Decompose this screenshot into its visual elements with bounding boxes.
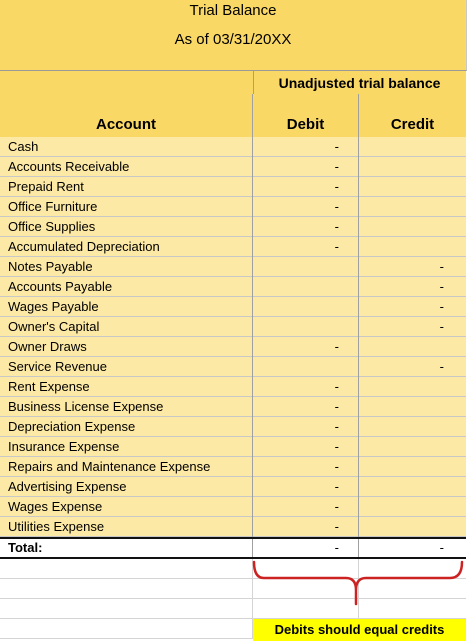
credit-cell[interactable]: [359, 157, 466, 177]
table-row: [0, 217, 466, 237]
table-row: [0, 177, 466, 197]
credit-cell[interactable]: [359, 377, 466, 397]
credit-cell[interactable]: -: [439, 359, 444, 374]
account-cell[interactable]: Accounts Receivable: [0, 157, 253, 177]
table-row: [0, 397, 466, 417]
page-subtitle: As of 03/31/20XX: [174, 31, 292, 48]
total-row: [0, 537, 466, 559]
account-cell[interactable]: Insurance Expense: [0, 437, 253, 457]
account-cell[interactable]: Rent Expense: [0, 377, 253, 397]
credit-cell[interactable]: [359, 417, 466, 437]
credit-cell[interactable]: -: [439, 279, 444, 294]
debit-cell[interactable]: -: [253, 197, 359, 217]
credit-cell[interactable]: [359, 437, 466, 457]
debit-cell[interactable]: -: [253, 377, 359, 397]
credit-cell[interactable]: [359, 137, 466, 157]
table-row: [0, 357, 466, 377]
account-cell[interactable]: Accumulated Depreciation: [0, 237, 253, 257]
table-row: [0, 437, 466, 457]
credit-cell[interactable]: [359, 477, 466, 497]
credit-cell[interactable]: [359, 177, 466, 197]
debit-cell[interactable]: -: [253, 417, 359, 437]
credit-cell[interactable]: -: [439, 299, 444, 314]
credit-cell[interactable]: [359, 237, 466, 257]
title-block: [0, 0, 467, 71]
debit-cell[interactable]: [253, 257, 359, 277]
table-row: [0, 517, 466, 537]
table-row: [0, 497, 466, 517]
table-row: [0, 197, 466, 217]
debit-cell[interactable]: -: [253, 137, 359, 157]
account-cell[interactable]: Wages Payable: [0, 297, 253, 317]
total-label[interactable]: Total:: [0, 539, 253, 557]
total-credit[interactable]: -: [439, 540, 444, 555]
credit-cell[interactable]: [359, 197, 466, 217]
debit-cell[interactable]: -: [253, 457, 359, 477]
debit-cell[interactable]: [253, 277, 359, 297]
account-cell[interactable]: Service Revenue: [0, 357, 253, 377]
section-header-row: [0, 71, 466, 95]
account-cell[interactable]: Repairs and Maintenance Expense: [0, 457, 253, 477]
credit-cell[interactable]: [359, 457, 466, 477]
credit-cell[interactable]: -: [439, 259, 444, 274]
account-cell[interactable]: Advertising Expense: [0, 477, 253, 497]
debit-cell[interactable]: -: [253, 217, 359, 237]
debit-cell[interactable]: -: [253, 397, 359, 417]
debit-cell[interactable]: -: [253, 497, 359, 517]
account-cell[interactable]: Owner's Capital: [0, 317, 253, 337]
debit-cell[interactable]: -: [253, 517, 359, 537]
account-cell[interactable]: Office Supplies: [0, 217, 253, 237]
table-row: [0, 257, 466, 277]
column-header-debit[interactable]: Debit: [253, 94, 359, 137]
account-cell[interactable]: Accounts Payable: [0, 277, 253, 297]
table-row: [0, 417, 466, 437]
account-cell[interactable]: Cash: [0, 137, 253, 157]
column-header-account[interactable]: Account: [0, 94, 253, 137]
credit-cell[interactable]: [359, 337, 466, 357]
debit-cell[interactable]: [253, 357, 359, 377]
debit-cell[interactable]: -: [253, 237, 359, 257]
debit-cell[interactable]: -: [253, 177, 359, 197]
account-cell[interactable]: Prepaid Rent: [0, 177, 253, 197]
account-cell[interactable]: Utilities Expense: [0, 517, 253, 537]
debits-credits-note: Debits should equal credits: [253, 619, 466, 641]
section-header-unadjusted[interactable]: Unadjusted trial balance: [278, 75, 441, 91]
table-row: [0, 337, 466, 357]
total-debit[interactable]: -: [253, 539, 359, 557]
debit-cell[interactable]: [253, 317, 359, 337]
section-header-blank[interactable]: [0, 71, 254, 94]
table-row: [0, 377, 466, 397]
debit-cell[interactable]: -: [253, 477, 359, 497]
account-cell[interactable]: Depreciation Expense: [0, 417, 253, 437]
debit-cell[interactable]: -: [253, 337, 359, 357]
table-row: [0, 137, 466, 157]
credit-cell[interactable]: [359, 217, 466, 237]
table-row: [0, 157, 466, 177]
page-title: Trial Balance: [189, 2, 277, 19]
column-header-row: [0, 94, 466, 138]
account-cell[interactable]: Office Furniture: [0, 197, 253, 217]
table-row: [0, 277, 466, 297]
debit-cell[interactable]: -: [253, 437, 359, 457]
debit-cell[interactable]: -: [253, 157, 359, 177]
table-row: [0, 457, 466, 477]
credit-cell[interactable]: [359, 397, 466, 417]
account-cell[interactable]: Owner Draws: [0, 337, 253, 357]
account-cell[interactable]: Wages Expense: [0, 497, 253, 517]
account-cell[interactable]: Notes Payable: [0, 257, 253, 277]
credit-cell[interactable]: [359, 517, 466, 537]
table-row: [0, 237, 466, 257]
account-cell[interactable]: Business License Expense: [0, 397, 253, 417]
table-row: [0, 477, 466, 497]
debit-cell[interactable]: [253, 297, 359, 317]
credit-cell[interactable]: -: [439, 319, 444, 334]
curly-bracket-icon: [250, 560, 468, 608]
table-row: [0, 297, 466, 317]
column-header-credit[interactable]: Credit: [390, 116, 435, 133]
credit-cell[interactable]: [359, 497, 466, 517]
table-row: [0, 317, 466, 337]
